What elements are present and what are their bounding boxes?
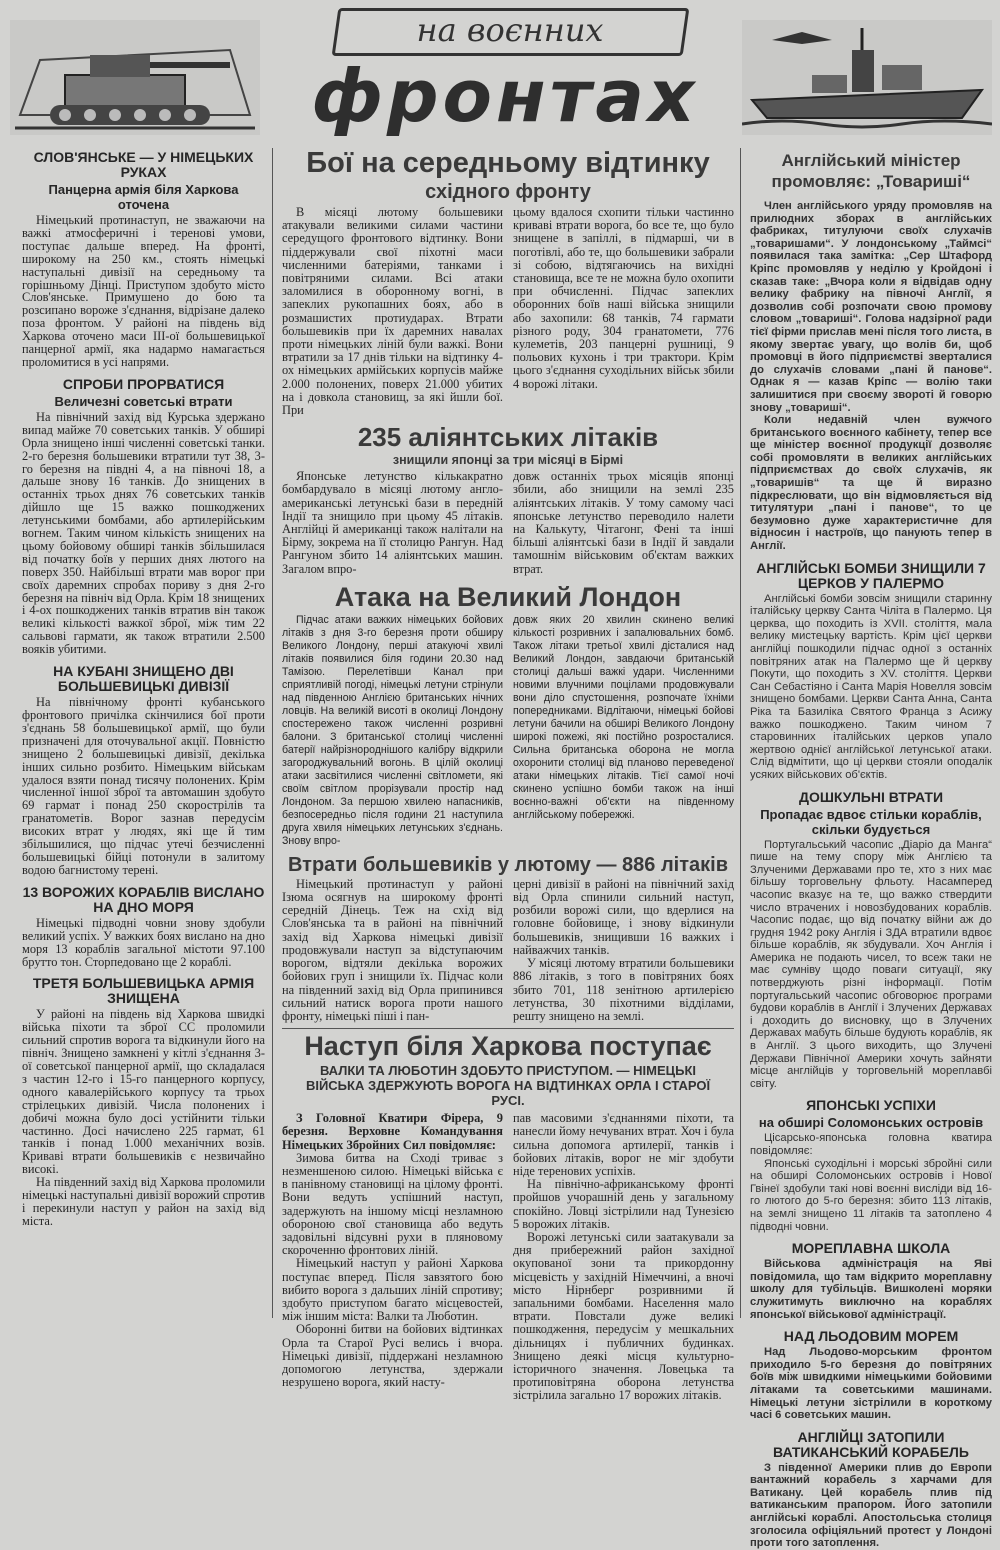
article-headline: Наступ біля Харкова поступає bbox=[304, 1031, 712, 1062]
article-subheading: на обширі Соломонських островів bbox=[758, 1115, 984, 1131]
article-headline: 235 аліянтських літаків bbox=[357, 422, 659, 453]
article-paragraph: Японське летунство кількакратно бомбардувало в місяці лютому англо-американські летунські бази в передній Індії та знищило при цьому 45 літаків. Англійці й американці також налітали на Бірму, зокрема на її столицю Рангун. Над Рангуном збито 14 аліянтських машин. Загалом впро- bbox=[282, 469, 503, 576]
article-paragraph: У районі на південь від Харкова швидкі війська піхоти та зброї СС проломили сильний спротив ворога та відкинули його на північ. Знищено замкнені у кітлі з'єднання 3-ої советської панцерної армії, що складалася з частин 12-го і 15-го панцерного корпусу, одного кавалерійського корпусу та трьох стрілецьких дивізій. Числа полонених і добичі можна було досі устійнити тільки частинно. Досі начислено 225 гармат, 61 танків і понад 1.000 механічних возів. Криваві втрати большевиків є незвичайно високі. bbox=[22, 1007, 265, 1177]
article-paragraph: На північно-африканському фронті пройшов учорашній день у загальному спокійно. Ловці зістрілили над Тунезією 5 ворожих літаків. bbox=[513, 1177, 734, 1231]
article-paragraph: Німецький протинаступ у районі Ізюма осягнув на широкому фронті середній Дінець. Теж на схід від Слов'янська та в районі на північний захід від Харкова німецькі дивізії продовжували наступ за відступаючим ворогом, відтяли декілька ворожих бойових груп і знищили їх. Підчас коли на південний захід від Орла припинився сильний натиск ворога проти нашого фронту, німецькі піші і пан- bbox=[282, 876, 503, 1023]
article-subheading: Величезні советські втрати bbox=[54, 393, 233, 409]
article-paragraph: Військова адміністрація на Яві повідомила, що там відкрито мореплавну школу для тубільців. Вишколені моряки служитимуть виключно на кораблях японської військової адміністрації. bbox=[750, 1258, 992, 1321]
left-column bbox=[22, 150, 265, 1228]
article-headline: Бої на середньому відтинку bbox=[306, 147, 710, 179]
masthead-line2: фронтах bbox=[311, 54, 699, 138]
article-heading: НА КУБАНІ ЗНИЩЕНО ДВІ БОЛЬШЕВИЦЬКІ ДИВІЗІЇ bbox=[53, 663, 234, 695]
article-paragraph: довж яких 20 хвилин скинено великі кількості розривних і запалювальних бомб. Також літаки третьої хвилі дісталися над Великий Лондон, завдаючи британській столиці дальші важкі удари. Численними новими влучними поцілами продовжували вони діло спустошення, розпочате їхніми попередниками. Відлітаючи, німецькі бойові летуни бачили на обширі Великого Лондону широкі пожежі, які постійно розросталися. Сильна британська оборона не могла охоронити столиці від планово переведеної атаки німецьких літаків. Тієї самої ночі скинено успішно бомби також на інші воєнно-важні об'єкти на південному англійському побережжі. bbox=[513, 613, 734, 821]
article-paragraph: Німецькі підводні човни знову здобули великий успіх. У важких боях вислано на дно моря 13 кораблів загальної містоти 97.100 брутто тон. Сторпедовано ще 2 кораблі. bbox=[22, 915, 265, 969]
article-heading: 13 ВОРОЖИХ КОРАБЛІВ ВИСЛАНО НА ДНО МОРЯ bbox=[22, 883, 265, 915]
article-paragraph: Підчас атаки важких німецьких бойових літаків з дня 3-го березня проти обширу Великого Лондону, перші атакуючі хвилі літаків появилися біля години 20.30 над Тамізою. Перелетівши Канал при сприятливій погоді, німецькі летуни стрінули над південною Англією британських нічних ловців. На великій висоті в околиці Лондону спостережено також численні розривні балони. З британської столиці численні батерії найрізнороднішого калібру відкрили загороджувальний вогонь. В цілій околиці атаки засвітилися численні світломети, які своїм світлом прорізували простір над Лондоном. За першою хвилею напасників, безпосередньо після години 21 наступила друга хвиля німецьких летунських з'єднань. Знову впро- bbox=[282, 613, 503, 847]
article-paragraph: На південний захід від Харкова проломили німецькі наступальні дивізії ворожий спротив і перекинули наступ у район на захід від міста. bbox=[22, 1175, 265, 1228]
article-subheading: Пропадає вдвоє стільки кораблів, скільки будується bbox=[760, 806, 982, 837]
article-paragraph: пав масовими з'єднаннями піхоти, та нанесли йому нечуваних втрат. Хоч і була сильна допомога артилерії, танків і бойових літаків, ворог не міг здобути ніде теренових успіхів. bbox=[513, 1111, 734, 1178]
article-heading: АНГЛІЙЦІ ЗАТОПИЛИ ВАТИКАНСЬКИЙ КОРАБЕЛЬ bbox=[773, 1428, 969, 1460]
right-column bbox=[750, 150, 992, 1550]
article-paragraph: Цісарсько-японська головна кватира повідомляє: bbox=[750, 1132, 992, 1157]
article-headline: Атака на Великий Лондон bbox=[334, 581, 682, 612]
article-subheadline: східного фронту bbox=[425, 181, 591, 203]
article-subheadline: ВАЛКИ ТА ЛЮБОТИН ЗДОБУТО ПРИСТУПОМ. — НІМЕЦЬКІ ВІЙСЬКА ЗДЕРЖУЮТЬ ВОРОГА НА ВІДТИНКАХ ОРЛА І СТАРОЇ РУСІ. bbox=[305, 1063, 711, 1109]
article-paragraph: Ворожі летунські сили заатакували за дня прибережний район західної окупованої зони та прикордонну місцевість у західній Німеччині, а вночі місто Нірнберг розривними й запальними бомбами. Населення мало втрати. Повстали дуже великі пошкодження, передусім у мешкальних дільницях і публичних будинках. Знищено деякі місця культурно-історичного значення. Ловецька та протиповітряна оборона летунства зістрілила загально 17 ворожих літаків. bbox=[513, 1229, 734, 1403]
article-paragraph: Член англійського уряду промовляв на прилюдних зборах в англійських фабриках, титулуючи своїх слухачів „товаришами“. У лондонському „Таймсі“ появилася така замітка: „Сер Штафорд Кріпс промовляв у неділю у Кройдоні і сказав таке: „Вчора коли я відвідав одну велику фабрику на півночі Англії, я дозволив собі розпочати свою промову словом „товариші“. Голова надзірної ради тієї фірми прислав мені після того листа, в якому звертає увагу, що волів би, щоб промовці в його підприємстві зверталися до слухачів словами „пані й панове“. Однак я — казав Кріпс — волію таки залишитися при своєму звороті й говорю знову „товариші“. bbox=[750, 200, 992, 414]
article-paragraph: На північному фронті кубанського фронтового причілка скінчилися бої проти з'єднань 58 большевицької армії, що були призначені для оточувальної акції. Повністю знищено 2 большевицькі дивізії, декілька інших сильно розбито. Німецьким військам удалося взяти понад тисячу полонених. Крім численної іншої зброї та автомашин здобуто 69 гармат і понад 250 скорострілів та гранатометів. Ворог зазнав передусім високих втрат у людях, які ще й тим збільшилися, що підчас утечі безчисленні большевицькі бійці потонули в залитому водою багнистому терені. bbox=[22, 695, 265, 877]
article-paragraph: Зимова битва на Сході триває з незменшеною силою. Німецькі війська є в панівному становищі на цілому фронті. Вони ведуть успішний наступ, задержують на іншому місці незламною обороною свої становища або ведуть задовільні відсувні рухи в пляновому скороченню фронтових ліній. bbox=[282, 1150, 503, 1258]
article-headline: Втрати большевиків у лютому — 886 літаків bbox=[287, 853, 729, 876]
article-paragraph: У місяці лютому втратили большевики 886 літаків, з того в повітряних боях збито 701, 118 зенітною артилерією летунства, 30 піхотними відділами, решту знищено на землі. bbox=[513, 956, 734, 1023]
article-heading: ЯПОНСЬКІ УСПІХИ bbox=[806, 1097, 936, 1114]
article-heading: ДОШКУЛЬНІ ВТРАТИ bbox=[798, 788, 944, 805]
masthead bbox=[0, 0, 1000, 140]
article-subheadline: знищили японці за три місяці в Бірмі bbox=[392, 453, 624, 468]
middle-section bbox=[282, 146, 734, 1403]
article-heading: АНГЛІЙСЬКІ БОМБИ ЗНИЩИЛИ 7 ЦЕРКОВ У ПАЛЕРМО bbox=[756, 559, 986, 591]
article-heading: МОРЕПЛАВНА ШКОЛА bbox=[791, 1240, 951, 1257]
article-heading: СЛОВ'ЯНСЬКЕ — У НІМЕЦЬКИХ РУКАХ bbox=[33, 149, 254, 180]
article-paragraph: Німецький протинаступ, не зважаючи на важкі атмосферичні і теренові умови, поступає дальше вперед. На фронті, широкому на 250 км., стоять німецькі наступальні дивізії на середньому та горішньому Дінці. Приступом здобуто місто Слов'янське. Примушено до бою та розсипано вороже з'єднання, відрізане далеко поза фронтом. У районі на південь від Харкова оточено маси ІІІ-ої большевицької панцерної армії, яка надармо намагається проломитися в усі напрями. bbox=[22, 213, 265, 369]
article-paragraph: Німецький наступ у районі Харкова поступає вперед. Після завзятого бою вибито ворога з дальших ліній спротиву; здобуто приступом багато місцевостей, між іншим міста: Валки та Люботин. bbox=[282, 1256, 503, 1324]
article-headline: Англійський міністер промовляє: „Товариші“ bbox=[771, 151, 971, 191]
tank-illustration-icon bbox=[10, 20, 260, 135]
article-paragraph: Англійські бомби зовсім знищили старинну італійську церкву Санта Чіліта в Палермо. Ця церква, що походить із XVII. століття, мала велику мистецьку вартість. Крім цієї церкви англійці пошкодили підчас одної з останніх повітряних атак на Палермо ще й церкву Покути, що походить з XV. століття. Церкви Сан Себастіяно і Санта Марія Новелля зовсім знищено бомбами. Церкви Санта Анна, Санта Ріка та Базиліка Святого Франца з Асижу важко пошкоджено. Таким чином 7 старовинних італійських церков упало жертвою однієї англійської летунської атаки. Слід відмітити, що ці церкви стояли оподалік усяких військових об'єктів. bbox=[750, 592, 992, 781]
article-paragraph: цьому вдалося схопити тільки частинно криваві втрати ворога, бо все те, що було знищене в запіллі, в підмарші, чи в поготівлі, або те, що большевики забрали зі собою, відтягаючись на вихідні становища, все те не можна було охопити при обчисленні. Підчас запеклих оборонних боїв наші війська знищили або захопили: 68 танків, 74 гармати різного роду, 304 гранатомети, 776 кулеметів, 203 панцерні рушниці, 9 польових кухонь і три трактори. Крім цього з'єднання суходільних військ збили 4 ворожі літаки. bbox=[513, 205, 734, 391]
article-paragraph: Японські суходільні і морські збройні сили на обширі Соломонських островів і Нової Гвінеї здобули такі нові воєнні висліди від 16-го лютого до 5-го березня: збито 113 літаків, на землі знищено 11 літаків та затоплено 4 підводні човни. bbox=[750, 1157, 992, 1233]
article-paragraph: Оборонні битви на бойових відтинках Орла та Старої Русі велись і вчора. Німецькі дивізії, піддержані незламною допомогою летунства, здержали незрушено ворога, який насту- bbox=[282, 1322, 503, 1390]
article-heading: НАД ЛЬОДОВИМ МОРЕМ bbox=[783, 1328, 959, 1345]
column-divider bbox=[740, 148, 741, 1318]
article-paragraph: З південної Америки плив до Европи вантажний корабель з харчами для Ватикану. Цей корабель плив під ватиканським прапором. Його затопили англійські кораблі. Апостольська столиця зголосила офіціяльний протест у Лондоні проти того затоплення. bbox=[750, 1461, 992, 1550]
article-paragraph: В місяці лютому большевики атакували великими силами частини середущого фронтового відтинку. Вони піддержували свої піхотні маси численними батеріями, танками і повітряними силами. Всі атаки заломилися в оборонному вогні, в запеклих рукопашних боях, або в розмашистих протиударах. Втрати большевиків при їх даремних навалах проти німецьких ліній були важкі. Вони втратили за 17 днів тільки на відтинку 4-ох німецьких армійських корпусів майже 2.000 полонених, поверх 21.000 убитих на і довкола становищ, за які йшли бої. При bbox=[282, 205, 503, 418]
article-paragraph: довж останніх трьох місяців японці збили, або знищили на землі 235 аліянтських літаків. У тому самому часі японське летунство переводило налети на Калькуту, Чітагонг, Фені та інші більші аліянтські бази в Індії й завдали тамошнім військовим об'єктам важких втрат. bbox=[513, 469, 734, 576]
article-lead: З Головної Кватири Фірера, 9 березня. Верховне Командування Німецьких Збройних Сил повідомляє: bbox=[282, 1111, 503, 1152]
article-heading: СПРОБИ ПРОРВАТИСЯ bbox=[62, 375, 225, 392]
article-paragraph: Коли недавній член вужчого британського воєнного кабінету, тепер все ще міністер воєнної продукції дозволяє собі промовляти в великих англійських підприємствах до своїх слухачів, як „товаришів“ та ще й виразно підкреслювати, що він відмовляється від титулятури „пані і панове“, то це безумовно дуже характеристичне для відносин і настроїв, що панують тепер в Англії. bbox=[750, 414, 992, 553]
article-paragraph: Над Льодово-морським фронтом приходило 5-го березня до повітряних боїв між швидкими німецькими бойовими літаками та советськими машинами. Німецькі летуни зістрілили в короткому часі 6 советських машин. bbox=[750, 1346, 992, 1422]
article-paragraph: На північний захід від Курська здержано випад майже 70 советських танків. У обширі Орла знищено інші численні советські танки. 2-го березня большевики втратили тут 38, 3-го березня на півдні 4, а на півночі 18, а дальше знову 16 танків. До знищених в останніх трьох днях 76 советських танків дійшло ще 15 важко пошкоджених летунськими бомбами, або артилерійським вогнем. Таким чином кількість знищених на цьому бойовому обширі танків збільшилася від початку боїв у перших днях лютого на поверх 350. Найбільші втрати мав ворог при своїх даремних спробах пориву з дня 2-го березня на північ від Орла. Крім 18 знищених і 4-ох пошкоджених танків втратив він також великі кількості важкої зброї, між тим 22 сальвові гармати, як також втратили 2.500 вояків убитими. bbox=[22, 409, 265, 657]
column-divider bbox=[272, 148, 273, 1318]
warship-illustration-icon bbox=[742, 20, 992, 135]
masthead-line1: на воєнних bbox=[416, 11, 604, 49]
article-heading: ТРЕТЯ БОЛЬШЕВИЦЬКА АРМІЯ ЗНИЩЕНА bbox=[32, 975, 255, 1007]
article-paragraph: Португальський часопис „Діаріо да Манга“ пише на тему спору між Англією та Злученими Державами про те, хто з них має більшу торговельну фльоту. Насамперед часопис вказує на те, що важко ствердити число втрачених і новозбудованих кораблів. Часопис подає, що від початку війни аж до грудня 1942 року Англія і ЗДА втратили вдвоє більше кораблів, як збудували. Хоч Англія і Америка не подають чисел, то всеж таки не має сумніву щодо поваги ситуації, яку потверджують різні інформації. Потім португальський часопис обговорює програми будови кораблів в Англії і Злучених Державах і доходить до висновку, що в Злучених Державах мабуть більше будують кораблів, як в Англії. З цього виходить, що Злучені Держави Північної Америки хочуть зайняти місце англійців у торговельній мореплавбі світу. bbox=[750, 838, 992, 1090]
article-paragraph: церні дивізії в районі на північний захід від Орла спинили сильний наступ, розбили ворожі сили, що вдерлися на головне бойовище, і знову відкинули большевиків, знищивши 16 важких і найважчих танків. bbox=[513, 876, 734, 957]
article-subheading: Панцерна армія біля Харкова оточена bbox=[48, 182, 239, 212]
